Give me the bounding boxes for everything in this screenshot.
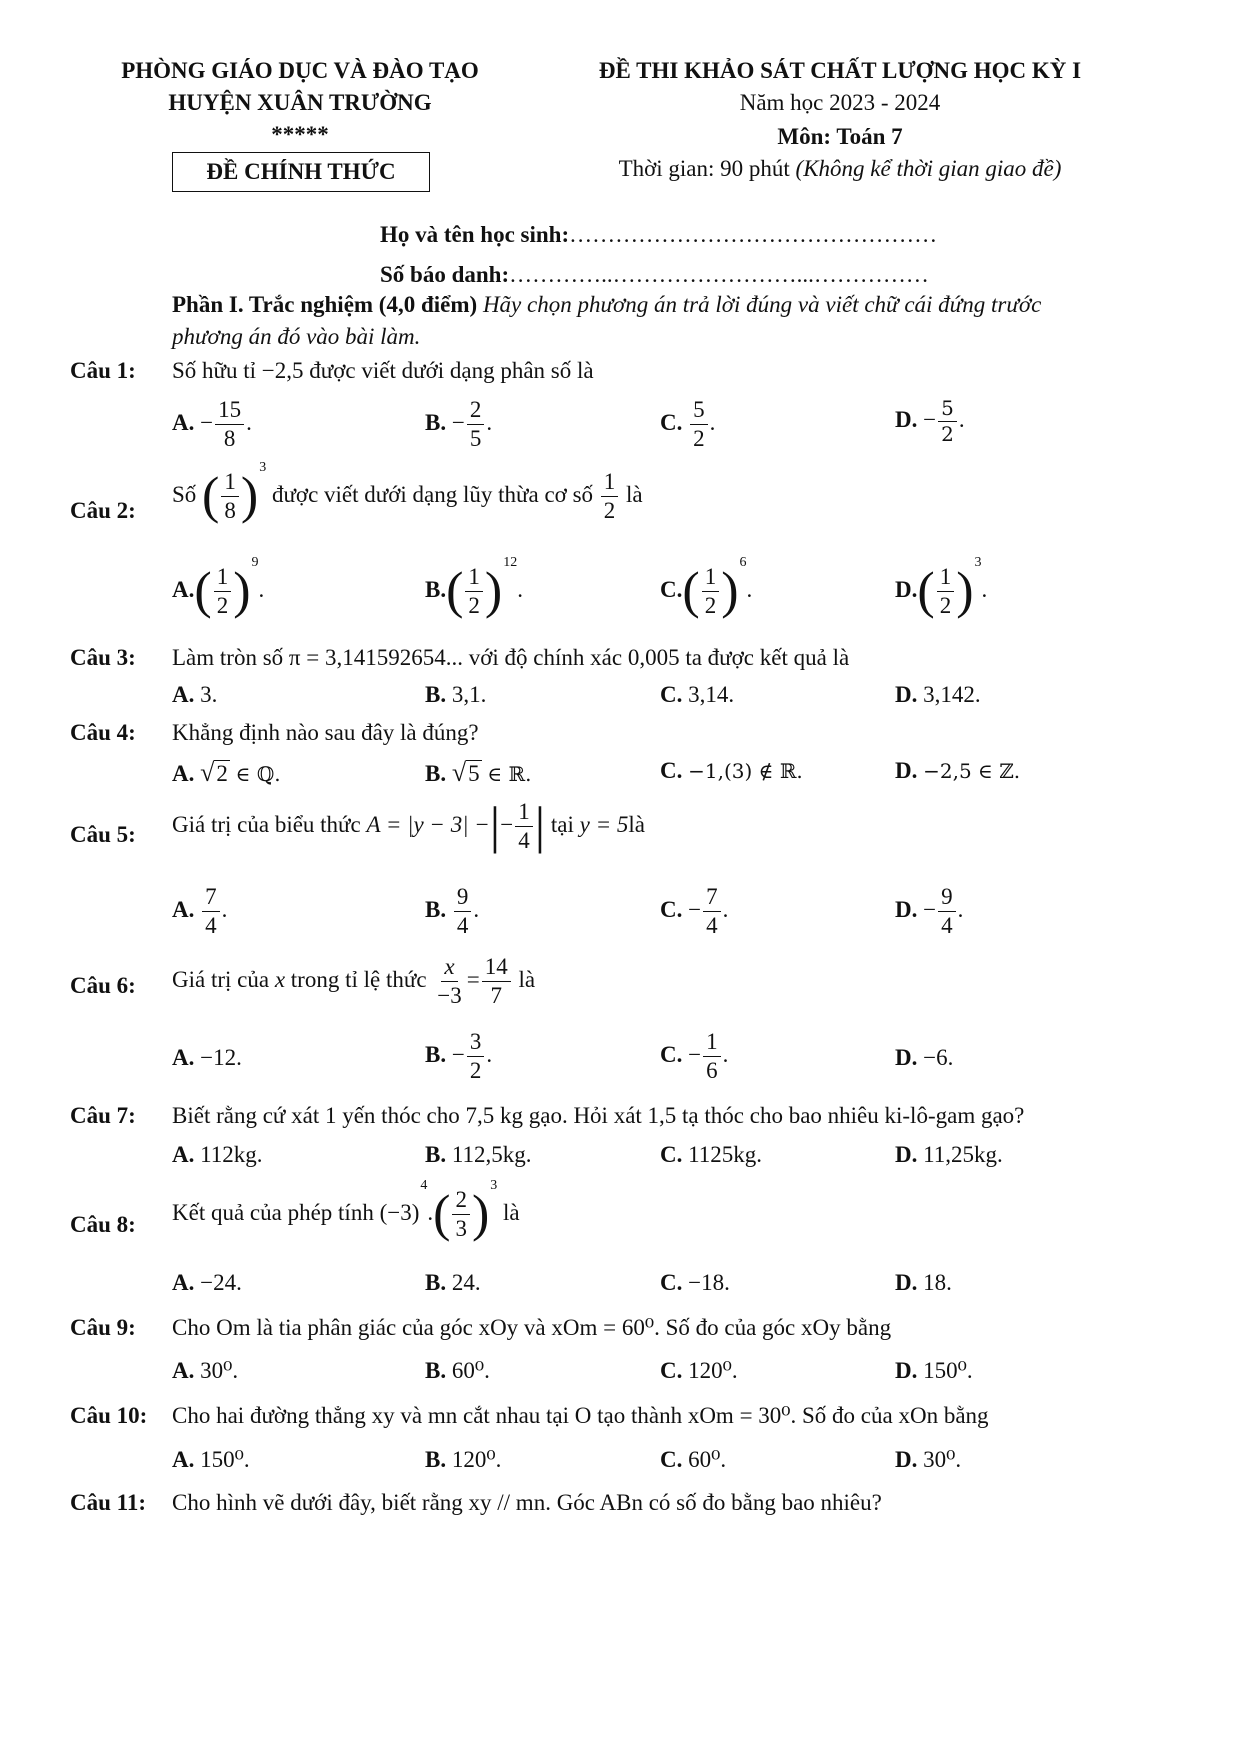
q8-option-a[interactable] (172, 1270, 242, 1296)
fraction-denominator: 4 (456, 913, 469, 939)
q2-option-c[interactable]: C.( $\frac{1}{2}$ )$^6$. (660, 555, 753, 620)
option-sign: − (688, 896, 702, 922)
q8-option-b[interactable] (425, 1270, 481, 1296)
option-letter: A. (172, 1447, 195, 1472)
fraction-denominator: 7 (490, 983, 503, 1009)
q10-option-d[interactable] (895, 1447, 961, 1473)
q6-text-c: là (518, 966, 536, 992)
option-value: 3,14. (688, 682, 735, 707)
q5-text-b: tại (550, 811, 574, 837)
fraction-denominator: 8 (223, 426, 236, 452)
option-letter: C. (660, 576, 683, 602)
q6-label: Câu 6: (70, 973, 136, 998)
fraction-numerator: 3 (467, 1030, 485, 1057)
option-letter: B. (425, 1447, 447, 1472)
q7-option-b[interactable] (425, 1142, 532, 1168)
option-letter: D. (895, 1045, 918, 1070)
q7-option-a[interactable] (172, 1142, 263, 1168)
q4-option-a[interactable] (172, 758, 281, 788)
student-name-dots: ………………………………………… (569, 222, 938, 247)
option-letter: D. (895, 1358, 918, 1383)
fraction-numerator: 1 (214, 565, 232, 592)
option-value: 11,25kg. (923, 1142, 1003, 1167)
q5-text-a: Giá trị của biểu thức (172, 811, 361, 837)
option-value: 3,1. (451, 682, 487, 707)
option-exponent: 3 (974, 555, 982, 570)
option-fraction (703, 1030, 721, 1083)
q6-option-d[interactable] (895, 1045, 953, 1071)
option-fraction (938, 398, 957, 445)
subject: Môn: Toán 7 (777, 124, 903, 149)
q2-option-a[interactable]: A.( $\frac{1}{2}$ )$^9$. (172, 555, 265, 620)
student-name-label: Họ và tên học sinh: (380, 222, 570, 247)
option-value: ∈ ℚ. (235, 762, 281, 786)
department-line-2: HUYỆN XUÂN TRƯỜNG (168, 90, 432, 115)
option-value: −2,5 ∈ ℤ. (923, 759, 1021, 783)
q1-option-a[interactable]: A. − $\frac{15}{8}$ . (172, 397, 252, 452)
fraction-numerator: 7 (703, 885, 721, 912)
q9-option-a[interactable] (172, 1358, 238, 1384)
radicand: 2 (216, 761, 228, 786)
q8-base-exponent: 4 (420, 1178, 428, 1193)
q7-option-d[interactable] (895, 1142, 1003, 1168)
q6-option-b[interactable]: B. − $\frac{3}{2}$ . (425, 1029, 493, 1084)
fraction-numerator: 1 (703, 1030, 721, 1057)
fraction-denominator: 2 (468, 593, 480, 619)
q2-text-b: được viết dưới dạng lũy thừa cơ số (271, 481, 594, 507)
fraction-denominator: −3 (437, 983, 462, 1009)
q11-label: Câu 11: (70, 1490, 147, 1515)
q1-text-a: Số hữu tỉ (172, 358, 257, 383)
part1-instruction-1: Hãy chọn phương án trả lời đúng và viết chữ cái đứng trước (482, 292, 1042, 317)
q10-option-b[interactable] (425, 1447, 501, 1473)
q3-option-d[interactable] (895, 682, 981, 708)
option-letter: C. (660, 409, 683, 435)
q5-option-a[interactable]: A. $\frac{7}{4}$ . (172, 884, 228, 939)
fraction-numerator: 5 (690, 398, 708, 425)
time-main: Thời gian: 90 phút (618, 156, 790, 181)
q8-text: Kết quả của phép tính $(-3)^4$.( $\frac{2}{3}$ )$^3$ là (172, 1178, 520, 1243)
q5-option-d[interactable]: D. − $\frac{9}{4}$ . (895, 884, 964, 939)
q10-option-c[interactable] (660, 1447, 726, 1473)
q2-option-b[interactable]: B.( $\frac{1}{2}$ )$^{12}$. (425, 555, 523, 620)
q4-text: Khẳng định nào sau đây là đúng? (172, 720, 479, 745)
student-name-field (380, 222, 937, 248)
option-letter: D. (895, 758, 918, 783)
part1-heading (172, 292, 1041, 318)
fraction-denominator: 3 (455, 1216, 467, 1242)
q4-option-c[interactable] (660, 758, 803, 784)
q3-precision: 0,005 (627, 645, 680, 670)
fraction-numerator: 14 (482, 955, 511, 982)
q8-base: (−3) (379, 1199, 420, 1225)
q2-base-fraction (221, 470, 239, 523)
fraction-numerator: x (441, 955, 457, 982)
q6-text: Giá trị của x trong tỉ lệ thức $\frac{x}{-3}$ = $\frac{14}{7}$ là (172, 954, 536, 1009)
q9-option-b[interactable] (425, 1358, 490, 1384)
q2-text-a: Số (172, 481, 197, 507)
option-fraction (214, 565, 232, 618)
option-sign: − (688, 1041, 702, 1067)
q2-option-d[interactable]: D.( $\frac{1}{2}$ )$^3$. (895, 555, 988, 620)
option-value: 30⁰. (200, 1358, 239, 1383)
q5-fraction (515, 800, 533, 853)
option-letter: D. (895, 1270, 918, 1295)
option-value: 120⁰. (688, 1358, 738, 1383)
q7-option-c[interactable] (660, 1142, 762, 1168)
q5-option-b[interactable]: B. $\frac{9}{4}$ . (425, 884, 480, 939)
q2-exponent: 3 (259, 460, 267, 475)
fraction-numerator: 7 (202, 885, 220, 912)
q3-option-b[interactable] (425, 682, 486, 708)
option-value: 30⁰. (923, 1447, 962, 1472)
q3-label: Câu 3: (70, 645, 136, 670)
fraction-denominator: 4 (205, 913, 217, 939)
q8-fraction (452, 1188, 470, 1241)
sqrt-radical: √2 (200, 758, 228, 787)
q8-label: Câu 8: (70, 1212, 136, 1237)
option-letter: A. (172, 1358, 195, 1383)
q8-option-d[interactable] (895, 1270, 952, 1296)
option-value: 150⁰. (200, 1447, 250, 1472)
q6-option-a[interactable] (172, 1045, 242, 1071)
option-sign: − (451, 409, 465, 435)
q2-target-fraction (601, 470, 619, 523)
option-letter: C. (660, 1270, 683, 1295)
q4-option-b[interactable] (425, 758, 532, 788)
option-fraction (215, 398, 244, 451)
q2-label: Câu 2: (70, 498, 136, 523)
fraction-numerator: 1 (702, 565, 720, 592)
option-exponent: 9 (251, 555, 259, 570)
q5-condition: y = 5 (579, 811, 629, 837)
option-fraction (703, 885, 721, 938)
radicand: 5 (468, 761, 480, 786)
option-letter: B. (425, 409, 447, 435)
q2-text-c: là (626, 481, 643, 507)
fraction-numerator: 5 (938, 398, 957, 422)
option-fraction (467, 398, 485, 451)
q7-label: Câu 7: (70, 1103, 136, 1128)
part1-title: Phần I. Trắc nghiệm (4,0 điểm) (172, 292, 478, 317)
option-value: 18. (923, 1270, 952, 1295)
option-letter: D. (895, 406, 918, 432)
q5-option-c[interactable]: C. − $\frac{7}{4}$ . (660, 884, 729, 939)
student-id-label: Số báo danh: (380, 262, 510, 287)
q3-text-b: với độ chính xác (468, 645, 623, 670)
q7-text: Biết rằng cứ xát 1 yến thóc cho 7,5 kg gạo. Hỏi xát 1,5 tạ thóc cho bao nhiêu ki-lô-gam gạo? (172, 1103, 1025, 1128)
option-letter: B. (425, 1358, 447, 1383)
student-id-field (380, 262, 929, 288)
option-letter: D. (895, 896, 918, 922)
q2-text: Số ( $\frac{1}{8}$ )$^3$ được viết dưới dạng lũy thừa cơ số $\frac{1}{2}$ là (172, 460, 643, 525)
option-value: 112,5kg. (451, 1142, 532, 1167)
option-sign: − (200, 409, 214, 435)
option-letter: D. (895, 1447, 918, 1472)
q8-text-b: là (503, 1199, 520, 1225)
q3-text-a: Làm tròn số (172, 645, 284, 670)
option-letter: C. (660, 1041, 683, 1067)
fraction-numerator: 1 (221, 470, 239, 497)
school-year: Năm học 2023 - 2024 (739, 90, 941, 115)
option-sign: − (451, 1041, 465, 1067)
option-value: 24. (451, 1270, 481, 1295)
q1-text (172, 358, 594, 384)
q9-option-c[interactable] (660, 1358, 738, 1384)
option-letter: B. (425, 1142, 447, 1167)
option-letter: B. (425, 576, 447, 602)
q1-option-d[interactable]: D. − $\frac{5}{2}$ . (895, 396, 965, 446)
fraction-numerator: 2 (452, 1188, 470, 1215)
option-value: 3. (200, 682, 218, 707)
q3-option-c[interactable] (660, 682, 734, 708)
q6-text-a: Giá trị của (172, 966, 270, 992)
option-letter: D. (895, 576, 918, 602)
option-sign: − (923, 896, 937, 922)
exam-title: ĐỀ THI KHẢO SÁT CHẤT LƯỢNG HỌC KỲ I (598, 58, 1082, 83)
fraction-numerator: 1 (937, 565, 955, 592)
q4-label: Câu 4: (70, 720, 136, 745)
fraction-denominator: 2 (603, 498, 616, 524)
option-fraction (938, 885, 956, 938)
option-value: 150⁰. (923, 1358, 973, 1383)
q6-option-c[interactable]: C. − $\frac{1}{6}$ . (660, 1029, 729, 1084)
option-value: 112kg. (200, 1142, 263, 1167)
option-exponent: 12 (503, 555, 518, 570)
fraction-numerator: 1 (601, 470, 619, 497)
option-fraction (202, 885, 220, 938)
option-letter: C. (660, 682, 683, 707)
option-value: ∈ ℝ. (487, 762, 532, 786)
q5-expression: A = |y − 3| − (366, 811, 490, 837)
option-value: 1125kg. (688, 1142, 763, 1167)
option-fraction (454, 885, 472, 938)
q3-option-a[interactable] (172, 682, 217, 708)
q6-text-b: trong tỉ lệ thức (290, 966, 427, 992)
option-value: 60⁰. (451, 1358, 490, 1383)
option-letter: A. (172, 761, 195, 786)
q5-text: Giá trị của biểu thức A = |y − 3| −|− $\frac{1}{4}$ | tại y = 5là (172, 797, 645, 855)
part1-instruction-2: phương án đó vào bài làm. (172, 324, 421, 349)
q8-fraction-exponent: 3 (490, 1178, 498, 1193)
q1-option-c[interactable]: C. $\frac{5}{2}$ . (660, 397, 716, 452)
option-fraction (702, 565, 720, 618)
q1-text-b: được viết dưới dạng phân số là (309, 358, 594, 383)
fraction-denominator: 4 (518, 828, 530, 854)
option-letter: C. (660, 1447, 683, 1472)
stars: ***** (271, 122, 329, 147)
fraction-numerator: 1 (465, 565, 483, 592)
option-value: −1,(3) ∉ ℝ. (688, 759, 803, 783)
option-value: −6. (923, 1045, 954, 1070)
fraction-numerator: 15 (215, 398, 244, 425)
official-badge: ĐỀ CHÍNH THỨC (172, 152, 430, 192)
q4-option-d[interactable] (895, 758, 1020, 784)
fraction-numerator: 9 (454, 885, 472, 912)
q5-label: Câu 5: (70, 822, 136, 847)
option-letter: A. (172, 682, 195, 707)
option-letter: B. (425, 1270, 447, 1295)
q11-text: Cho hình vẽ dưới đây, biết rằng xy // mn. Góc ABn có số đo bằng bao nhiêu? (172, 1490, 882, 1515)
q1-label: Câu 1: (70, 358, 136, 383)
fraction-numerator: 1 (515, 800, 533, 827)
q9-label: Câu 9: (70, 1315, 136, 1340)
option-letter: B. (425, 682, 447, 707)
fraction-denominator: 6 (706, 1058, 718, 1084)
option-letter: D. (895, 1142, 918, 1167)
q1-value: −2,5 (261, 358, 304, 383)
option-letter: A. (172, 409, 195, 435)
option-value: 120⁰. (451, 1447, 502, 1472)
time-note: (Không kể thời gian giao đề) (795, 156, 1062, 181)
sqrt-radical: √5 (451, 758, 480, 787)
fraction-denominator: 2 (704, 593, 717, 619)
option-letter: B. (425, 896, 447, 922)
q1-option-b[interactable]: B. − $\frac{2}{5}$ . (425, 397, 493, 452)
q8-option-c[interactable] (660, 1270, 730, 1296)
option-letter: B. (425, 1041, 447, 1067)
fraction-denominator: 2 (469, 1058, 482, 1084)
time-info (540, 156, 1140, 182)
q6-variable: x (274, 966, 286, 992)
q10-text: Cho hai đường thẳng xy và mn cắt nhau tại O tạo thành xOm = 30⁰. Số đo của xOn bằng (172, 1403, 989, 1428)
fraction-denominator: 2 (941, 422, 954, 446)
q8-text-a: Kết quả của phép tính (172, 1199, 374, 1225)
option-fraction (467, 1030, 485, 1083)
option-value: 3,142. (923, 682, 981, 707)
option-fraction (690, 398, 708, 451)
fraction-numerator: 9 (938, 885, 956, 912)
option-value: −24. (200, 1270, 242, 1295)
option-letter: C. (660, 1142, 683, 1167)
option-exponent: 6 (739, 555, 747, 570)
q3-text-c: ta được kết quả là (685, 645, 850, 670)
q9-option-d[interactable] (895, 1358, 973, 1384)
fraction-denominator: 5 (469, 426, 482, 452)
q3-expression: π = 3,141592654... (288, 645, 463, 670)
option-letter: A. (172, 1270, 195, 1295)
option-value: −12. (200, 1045, 242, 1070)
option-letter: B. (425, 761, 447, 786)
q10-option-a[interactable] (172, 1447, 250, 1473)
fraction-denominator: 4 (706, 913, 718, 939)
q3-text (172, 645, 849, 671)
q5-text-c: là (628, 811, 645, 837)
option-sign: − (923, 406, 937, 432)
option-letter: C. (660, 896, 683, 922)
q10-label: Câu 10: (70, 1403, 148, 1428)
fraction-numerator: 2 (467, 398, 485, 425)
q6-left-fraction (434, 955, 464, 1008)
q5-frac-sign: − (500, 811, 514, 837)
option-value: −18. (688, 1270, 730, 1295)
option-fraction (465, 565, 483, 618)
fraction-denominator: 4 (941, 913, 953, 939)
q6-right-fraction (482, 955, 511, 1008)
fraction-denominator: 2 (693, 426, 705, 452)
option-letter: D. (895, 682, 918, 707)
option-letter: A. (172, 896, 195, 922)
fraction-denominator: 2 (939, 593, 952, 619)
option-letter: A. (172, 1142, 195, 1167)
option-value: 60⁰. (688, 1447, 727, 1472)
department-line-1: PHÒNG GIÁO DỤC VÀ ĐÀO TẠO (121, 58, 479, 83)
fraction-denominator: 2 (216, 593, 229, 619)
option-letter: A. (172, 1045, 195, 1070)
option-letter: C. (660, 758, 683, 783)
student-id-dots: …………..……………………...…………… (509, 262, 929, 287)
option-fraction (937, 565, 955, 618)
fraction-denominator: 8 (224, 498, 236, 524)
option-letter: A. (172, 576, 195, 602)
q9-text: Cho Om là tia phân giác của góc xOy và xOm = 60⁰. Số đo của góc xOy bằng (172, 1315, 892, 1340)
option-letter: C. (660, 1358, 683, 1383)
